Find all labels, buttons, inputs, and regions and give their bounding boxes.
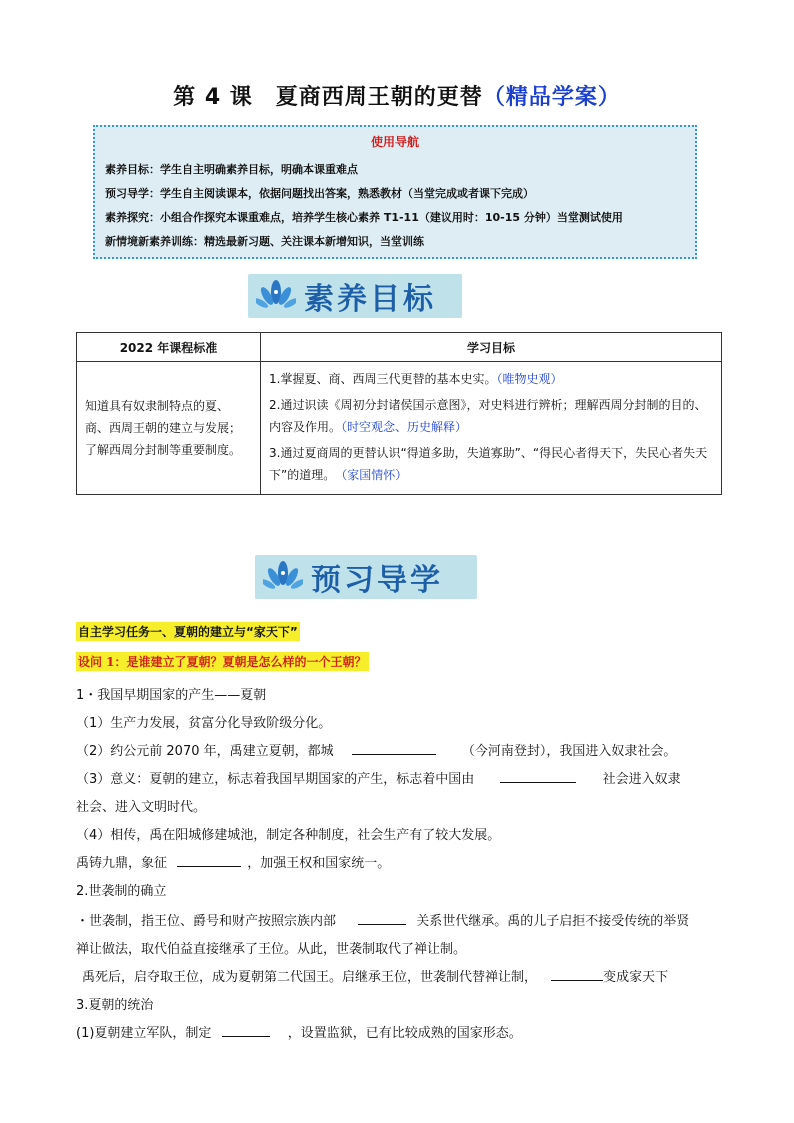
heading-early-state: 1・我国早期国家的产生——夏朝: [76, 688, 267, 703]
goal-tag: （家国情怀）: [341, 468, 408, 482]
point-hereditary-def: [76, 910, 689, 929]
point-yangcheng: （4）相传，禹在阳城修建城池，制定各种制度，社会生产有了较大发展。: [76, 828, 501, 843]
page-title: [0, 80, 794, 111]
goal-text: 3.通过夏商周的更替认识“得道多助，失道寡助”、“得民心者得天下，失民心者失天下”的道理。: [269, 446, 708, 482]
goal-item: [269, 368, 713, 390]
nav-heading: 使用导航: [370, 135, 419, 149]
goal-tag: （时空观念、历史解释）: [341, 420, 468, 434]
fill-blank-symbol[interactable]: [177, 854, 241, 867]
table-header-standard: 2022 年课程标准: [77, 333, 261, 362]
goal-tag: （唯物史观）: [496, 372, 563, 386]
title-tail: （精品学案）: [482, 85, 621, 110]
text-segment: 禹铸九鼎，象征: [76, 856, 168, 871]
question-1: 设问 1：是谁建立了夏朝？夏朝是怎么样的一个王朝？: [76, 652, 369, 671]
text-segment: （3）意义：夏朝的建立，标志着我国早期国家的产生，标志着中国由: [76, 772, 475, 787]
nav-line-training: 新情境新素养训练：精选最新习题、关注课本新增知识，当堂训练: [105, 235, 424, 248]
lotus-icon: [263, 559, 303, 595]
fill-blank-law[interactable]: [222, 1024, 270, 1037]
text-segment: 关系世代继承。禹的儿子启拒不接受传统的举贤: [416, 914, 690, 929]
point-significance: [76, 768, 681, 787]
heading-hereditary: 2.世袭制的确立: [76, 884, 167, 899]
text-segment: 社会进入奴隶: [602, 772, 681, 787]
goal-item: [269, 442, 713, 486]
text-segment: (1)夏朝建立军队，制定: [76, 1026, 212, 1041]
title-main: 第 4 课 夏商西周王朝的更替: [173, 85, 483, 110]
nav-line-explore: 素养探究：小组合作探究本课重难点，培养学生核心素养 T1-11（建议用时：10-15 分钟）当堂测试使用: [105, 211, 623, 224]
text-segment: 禹死后，启夺取王位，成为夏朝第二代国王。启继承王位，世袭制代替禅让制，: [82, 970, 538, 985]
fill-blank-relation[interactable]: [358, 912, 406, 925]
goals-cell: [261, 362, 722, 495]
fill-blank-change[interactable]: [551, 968, 603, 981]
banner-title: 素养目标: [304, 282, 436, 317]
banner-title: 预习导学: [311, 563, 443, 598]
table-row: [77, 362, 722, 495]
point-significance-cont: 社会、进入文明时代。: [76, 800, 207, 815]
banner-literacy-goals: [248, 274, 462, 318]
lotus-icon: [256, 278, 296, 314]
text-segment: ，加强王权和国家统一。: [247, 856, 391, 871]
goal-text: 2.通过识读《周初分封诸侯国示意图》，对史料进行辨析；理解西周分封制的目的、内容及作用。: [269, 398, 707, 434]
point-army: [76, 1022, 522, 1041]
point-productivity: （1）生产力发展，贫富分化导致阶级分化。: [76, 716, 332, 731]
curriculum-standards-table: [76, 332, 722, 495]
heading-xia-rule: 3.夏朝的统治: [76, 998, 154, 1013]
text-segment: （今河南登封），我国进入奴隶社会。: [461, 744, 677, 759]
usage-navigation-box: [93, 125, 697, 259]
table-header-row: [77, 333, 722, 362]
fill-blank-society[interactable]: [500, 770, 576, 783]
banner-preview-guide: [255, 555, 477, 599]
point-nine-cauldrons: [76, 852, 390, 871]
text-segment: 变成家天下: [603, 970, 669, 985]
text-segment: （2）约公元前 2070 年，禹建立夏朝，都城: [76, 744, 334, 759]
text-segment: ・世袭制，指王位、爵号和财产按照宗族内部: [76, 914, 337, 929]
point-qi-succession: [82, 966, 668, 985]
point-hereditary-cont: 禅让做法，取代伯益直接继承了王位。从此，世袭制取代了禅让制。: [76, 942, 467, 957]
table-header-goals: 学习目标: [261, 333, 722, 362]
goal-item: [269, 394, 713, 438]
task-title: 自主学习任务一、夏朝的建立与“家天下”: [76, 622, 300, 641]
point-founding: [76, 740, 676, 759]
standard-text: 知道具有奴隶制特点的夏、商、西周王朝的建立与发展；了解西周分封制等重要制度。: [77, 362, 261, 495]
nav-line-goals: 素养目标：学生自主明确素养目标，明确本课重难点: [105, 163, 358, 176]
goal-text: 1.掌握夏、商、西周三代更替的基本史实。: [269, 372, 497, 386]
text-segment: ，设置监狱，已有比较成熟的国家形态。: [287, 1026, 522, 1041]
fill-blank-capital[interactable]: [352, 742, 436, 755]
nav-line-preview: 预习导学：学生自主阅读课本，依据问题找出答案，熟悉教材（当堂完成或者课下完成）: [105, 187, 534, 200]
